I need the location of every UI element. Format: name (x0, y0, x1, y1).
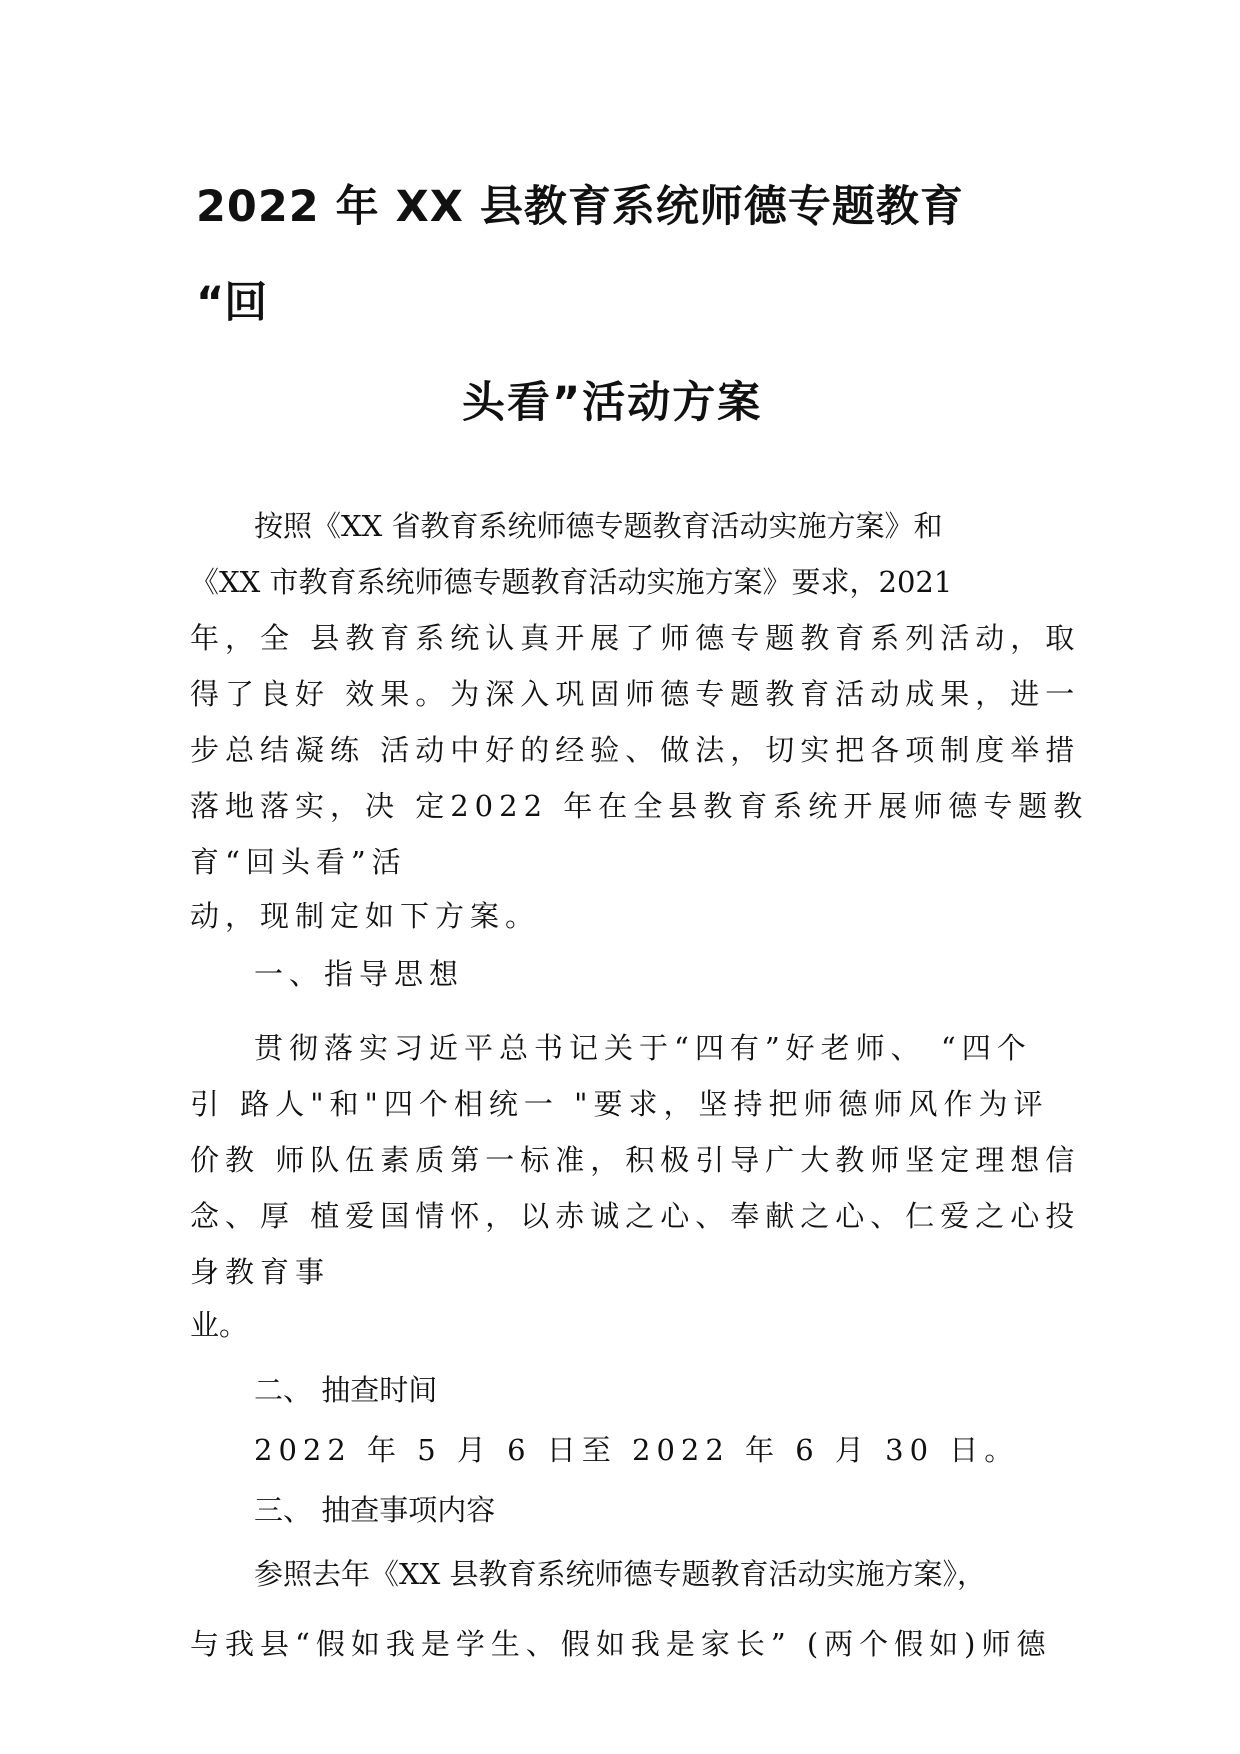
paragraph-guiding-line: 贯彻落实习近平总书记关于“四有”好老师、 “四个 (254, 1031, 1032, 1065)
section-heading-inspection-time: 二、 抽查时间 (254, 1373, 438, 1407)
section-heading-inspection-content: 三、 抽查事项内容 (254, 1493, 496, 1527)
paragraph-intro-line: 按照《XX 省教育系统师德专题教育活动实施方案》和 (254, 509, 943, 543)
paragraph-guiding-line: 价教 师队伍素质第一标准，积极引导广大教师坚定理想信 (190, 1143, 1081, 1177)
paragraph-content-line: 参照去年《XX 县教育系统师德专题教育活动实施方案》， (254, 1557, 987, 1591)
paragraph-content-line: 与我县“假如我是学生、假如我是家长” (两个假如)师德 (190, 1627, 1052, 1661)
document-title-line-2: “回 (196, 278, 268, 328)
paragraph-guiding-line: 业。 (190, 1308, 249, 1342)
paragraph-guiding-line: 引 路人"和"四个相统一 "要求，坚持把师德师风作为评 (190, 1087, 1049, 1121)
document-title-line-1: 2022 年 XX 县教育系统师德专题教育 (196, 182, 964, 232)
paragraph-guiding-line: 念、厚 植爱国情怀，以赤诚之心、奉献之心、仁爱之心投 (190, 1199, 1081, 1233)
paragraph-intro-line: 《XX 市教育系统师德专题教育活动实施方案》要求，2021 (190, 565, 953, 599)
paragraph-guiding-line: 身教育事 (190, 1255, 331, 1289)
paragraph-intro-line: 步总结凝练 活动中好的经验、做法，切实把各项制度举措 (190, 733, 1081, 767)
section-heading-guiding-ideology: 一、指导思想 (254, 957, 465, 991)
inspection-time-value: 2022 年 5 月 6 日至 2022 年 6 月 30 日。 (254, 1433, 1020, 1467)
paragraph-intro-line: 得了良好 效果。为深入巩固师德专题教育活动成果，进一 (190, 677, 1081, 711)
document-title-line-3: 头看”活动方案 (462, 378, 763, 428)
paragraph-intro-line: 育“回头看”活 (190, 845, 407, 879)
paragraph-intro-line: 落地落实，决 定2022 年在全县教育系统开展师德专题教 (190, 789, 1089, 823)
paragraph-intro-line: 年，全 县教育系统认真开展了师德专题教育系列活动，取 (190, 621, 1081, 655)
paragraph-intro-line: 动，现制定如下方案。 (190, 899, 541, 933)
